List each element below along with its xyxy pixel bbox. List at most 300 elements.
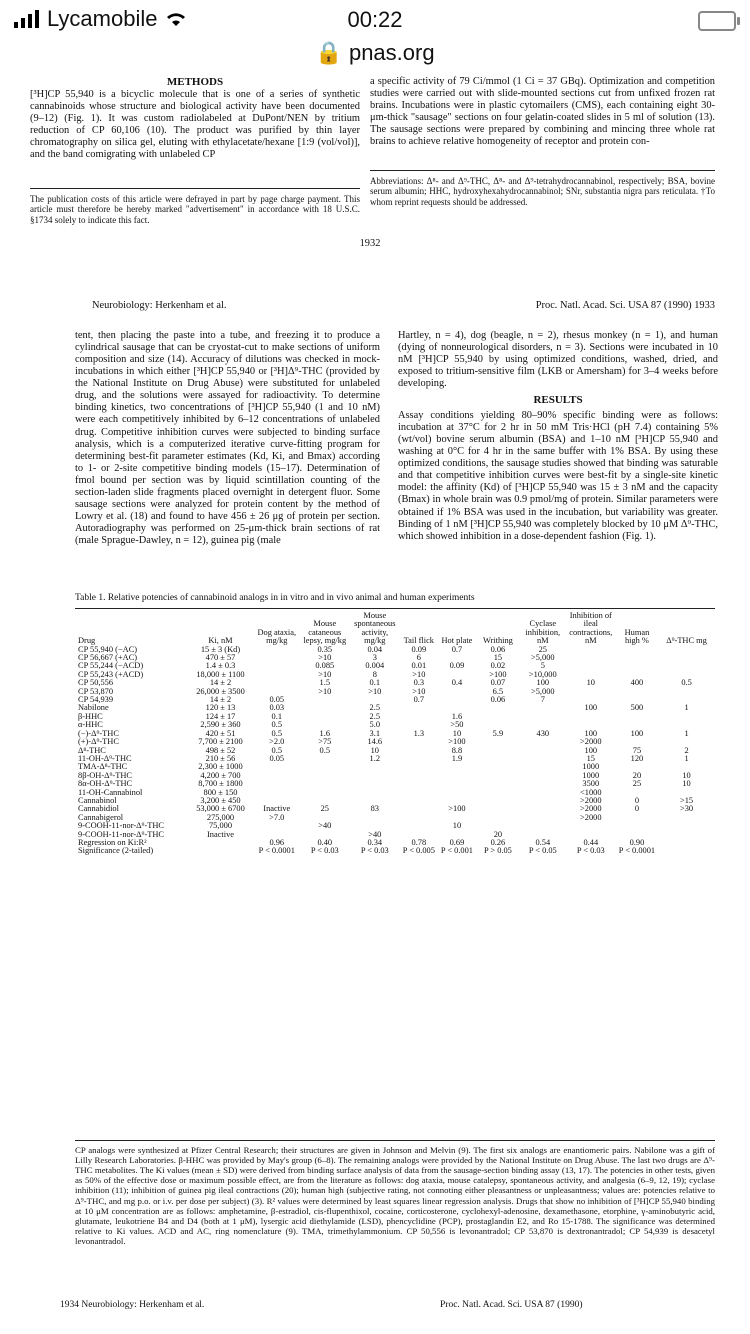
table-cell: 26,000 ± 3500 <box>196 686 245 696</box>
table-cell <box>400 789 438 797</box>
table-cell <box>350 814 400 822</box>
table-cell: 0.09 <box>449 661 465 671</box>
table-cell <box>438 789 476 797</box>
table-cell: >30 <box>679 804 694 814</box>
table-cell: 20 <box>493 829 503 839</box>
table-cell: Cannabidiol <box>78 804 119 814</box>
table-cell: 0.3 <box>413 678 425 688</box>
table-header: Δ⁹-THC mg <box>666 636 707 646</box>
table-cell <box>658 662 715 670</box>
table-cell <box>187 847 254 855</box>
table-cell: 75,000 <box>208 821 232 831</box>
table-cell <box>566 822 616 830</box>
table-cell: P < 0.03 <box>310 846 339 856</box>
table-cell: P < 0.005 <box>402 846 435 856</box>
methods-text: [³H]CP 55,940 is a bicyclic molecule that is one of a series of synthetic cannabinoids whose structure and biological activity have been documented (9–12) (Fig. 1). It was custom radiolabeled at DuPont/NEN by tritium reduction of CP 60,106 (10). The product was purified by thin layer chromatography on silica gel, eluting with ethylacetate/hexane [1:9 (vol/vol)], and the band comigrating with unlabeled CP <box>30 88 360 161</box>
table-cell <box>520 780 566 788</box>
table-cell <box>350 763 400 771</box>
table-cell: P < 0.03 <box>576 846 605 856</box>
table-cell: >100 <box>448 737 466 747</box>
table-cell <box>476 763 520 771</box>
table-cell: 75 <box>632 745 642 755</box>
table-header: Tail flick <box>403 636 434 646</box>
table-cell: 14 ± 2 <box>209 678 232 688</box>
table-row <box>75 738 715 746</box>
table-cell: 800 ± 150 <box>203 787 238 797</box>
table-cell: >2000 <box>580 804 602 814</box>
table-cell <box>300 755 350 763</box>
table-row <box>75 730 715 738</box>
table-cell <box>520 822 566 830</box>
table-cell: 470 ± 57 <box>205 653 236 663</box>
table-cell: >10 <box>368 686 382 696</box>
table-cell <box>350 772 400 780</box>
table-cell <box>400 822 438 830</box>
table-cell: >5,000 <box>531 686 555 696</box>
table-cell <box>520 755 566 763</box>
table-row <box>75 704 715 712</box>
table-cell <box>300 696 350 704</box>
table-cell <box>616 646 658 654</box>
table-cell <box>566 646 616 654</box>
page-1932 <box>0 70 750 260</box>
table-cell <box>400 763 438 771</box>
table-row <box>75 822 715 830</box>
carrier-name: Lycamobile <box>47 6 158 31</box>
table-cell: >100 <box>448 804 466 814</box>
table-cell: 8β-OH-Δ⁹-THC <box>78 770 132 780</box>
table-cell: 0.5 <box>319 745 331 755</box>
table-header: Ki, nM <box>208 636 233 646</box>
abbreviations: Abbreviations: Δ⁸- and Δ⁹-THC, Δ⁸- and Δ⁹-tetrahydrocannabinol, respectively; BSA, bovine serum albumin; HHC, hydroxyhexahydrocannabinol; SNr, substantia nigra pars reticulata. †To whom reprint requests should be addressed. <box>370 176 715 207</box>
p1933-left-text: tent, then placing the paste into a tube, and freezing it to produce a cylindrical sausage that can be cryostat-cut to make sections of uniform composition and size (14). Accuracy of dilutions was checked in mock-incubations in which either [³H]CP 55,940 or [³H]Δ⁹-THC (provided by the National Institute on Drug Abuse) were substituted for unlabeled drug, and the solutions were assayed for radioactivity. To determine binding kinetics, two concentrations of [³H]CP 55,940 (1 and 10 nM) were each competitively inhibited by 6–12 concentrations of unlabeled drug. Competitive inhibition curves were subjected to binding surface analysis, which is a computerized iterative curve-fitting program for determining best-fit parameter estimates (Kd, Ki, and Bmax) according to 1- or 2-site competitive binding models (15–17). Determination of fmol bound per section was by liquid scintillation counting of the section-laden slide fragments placed overnight in detergent fluor. Some sausage sections were analyzed for protein content by the method of Lowry et al. (18) and found to have 456 ± 26 μg of protein per section. Autoradiography was performed on 25-μm-thick brain sections of rat (male Sprague-Dawley, n = 12), guinea pig (male <box>75 330 380 547</box>
table-cell <box>400 772 438 780</box>
table-cell <box>300 763 350 771</box>
table-cell <box>616 688 658 696</box>
table-cell <box>566 654 616 662</box>
table-cell: 7 <box>540 695 545 705</box>
table-cell <box>476 713 520 721</box>
table-cell: 0.4 <box>451 678 463 688</box>
table-row <box>75 671 715 679</box>
table-cell <box>187 839 254 847</box>
table-header: Mouse cataneous lepsy, mg/kg <box>303 619 347 646</box>
table-cell: 2.5 <box>369 711 381 721</box>
results-heading: RESULTS <box>533 394 583 406</box>
p1932-right-text: a specific activity of 79 Ci/mmol (1 Ci = 37 GBq). Optimization and competition studies were carried out with slide-mounted sections cut from unfixed frozen rat brains. Incubations were in plastic cytomailers (CMS), each containing eight 30-μm-thick "sausage" sections on four gelatin-coated slides in 5 ml of solution (13). The sausage sections were prepared by combining and mincing three whole rat brains to achieve relative homogeneity of receptor and protein con- <box>370 76 715 148</box>
table-cell: 1.5 <box>319 678 331 688</box>
table-cell: P < 0.0001 <box>618 846 656 856</box>
table-cell: 5.0 <box>369 720 381 730</box>
table-cell <box>300 789 350 797</box>
table-cell <box>254 789 300 797</box>
table-cell <box>520 704 566 712</box>
table-row <box>75 679 715 687</box>
results-text: Assay conditions yielding 80–90% specific binding were as follows: incubation at 37°C for 2 hr in 50 mM Tris·HCl (pH 7.4) containing 5% (wt/vol) bovine serum albumin (BSA) and 1–10 nM [³H]CP 55,940 and washing at 0°C for 4 hr in the same buffer with 1% BSA. By using these optimized conditions, the sausage studies showed that binding was saturable and that competitive inhibition curves were best-fit by a single-site kinetic model: the affinity (Kd) of [³H]CP 55,940 was 15 ± 3 nM and the capacity (Bmax) in whole brain was 0.9 pmol/mg of protein. Similar parameters were obtained if 1% BSA was used in the incubation, but variability was greater. Binding of 1 nM [³H]CP 55,940 was completely blocked by 10 μM Δ⁹-THC, which showed inhibition in a dose-dependent fashion (Fig. 1). <box>398 410 718 542</box>
table-header: Inhibition of ileal contractions, nM <box>569 611 613 646</box>
table-header: Human high % <box>624 627 650 646</box>
table-cell: 8 <box>372 669 377 679</box>
table-cell: 430 <box>536 728 550 738</box>
table-row <box>75 654 715 662</box>
table-cell: 0.02 <box>490 661 506 671</box>
table-cell: 0.5 <box>271 728 283 738</box>
table-cell <box>476 704 520 712</box>
table-cell: α-HHC <box>78 720 103 730</box>
table-cell <box>520 772 566 780</box>
table-cell: 1.3 <box>413 728 425 738</box>
table-cell: 0.05 <box>269 695 285 705</box>
table-cell: 0.01 <box>411 661 427 671</box>
table-header: Drug <box>78 636 96 646</box>
table-cell <box>400 797 438 805</box>
table-cell: >10 <box>412 669 426 679</box>
methods-heading: METHODS <box>166 76 224 88</box>
table-cell: 0.5 <box>681 678 692 688</box>
table-cell <box>520 805 566 813</box>
table-cell: 0.004 <box>365 661 385 671</box>
table-cell: 1000 <box>582 770 600 780</box>
table-cell <box>254 662 300 670</box>
table-cell <box>476 814 520 822</box>
table-cell: 0.34 <box>367 837 383 847</box>
table-cell: 0.78 <box>411 837 427 847</box>
table-cell: 10 <box>682 779 691 789</box>
table-cell: >10 <box>318 653 332 663</box>
table-row <box>75 755 715 763</box>
table-cell <box>520 797 566 805</box>
table-row <box>75 847 715 855</box>
table-cell <box>350 780 400 788</box>
table-header: Cyclase inhibition, nM <box>525 619 561 646</box>
table-cell <box>658 713 715 721</box>
table-cell: P < 0.03 <box>360 846 389 856</box>
table-cell: >15 <box>679 795 694 805</box>
footer-right: Proc. Natl. Acad. Sci. USA 87 (1990) <box>440 1300 583 1310</box>
table-header: Mouse spontaneous activity, mg/kg <box>354 611 396 646</box>
table-cell: Δ⁸-THC <box>78 745 106 755</box>
table-row <box>75 662 715 670</box>
table-row <box>75 780 715 788</box>
table-cell: 0.05 <box>269 753 285 763</box>
table-cell <box>476 747 520 755</box>
table-cell <box>400 805 438 813</box>
table-cell <box>616 814 658 822</box>
table-cell: CP 55,243 (+ACD) <box>78 669 144 679</box>
table-row <box>75 814 715 822</box>
methods-column <box>30 76 360 161</box>
table-cell <box>254 679 300 687</box>
table-cell: 0.26 <box>490 837 506 847</box>
table-cell: 2,590 ± 360 <box>200 720 241 730</box>
table-cell: P < 0.001 <box>440 846 473 856</box>
table-cell: CP 53,870 <box>78 686 114 696</box>
table-cell: >40 <box>368 829 382 839</box>
table-cell: 8,700 ± 1800 <box>198 779 243 789</box>
table-cell <box>400 713 438 721</box>
table-cell: 15 <box>586 753 595 763</box>
table-cell <box>658 839 715 847</box>
table-cell: 0 <box>634 804 640 814</box>
table-cell: >2000 <box>580 812 602 822</box>
table-cell <box>400 780 438 788</box>
table-cell: 10 <box>370 745 379 755</box>
table-cell: 5 <box>540 661 545 671</box>
table-row <box>75 831 715 839</box>
table-cell: 0.40 <box>317 837 333 847</box>
table-header: Hot plate <box>441 636 473 646</box>
table-cell <box>254 763 300 771</box>
table-cell: 124 ± 17 <box>205 711 236 721</box>
table-cell: 2,300 ± 1000 <box>198 762 243 772</box>
table-cell <box>520 789 566 797</box>
table-cell: 1000 <box>582 762 600 772</box>
status-bar <box>0 0 750 44</box>
table-cell: 2.5 <box>369 703 381 713</box>
table-cell: Inactive <box>207 829 234 839</box>
table-cell: CP 54,939 <box>78 695 114 705</box>
table-cell: 7,700 ± 2100 <box>198 737 243 747</box>
table-cell: >5,000 <box>531 653 555 663</box>
table-cell: 14.6 <box>367 737 383 747</box>
publication-note: The publication costs of this article were defrayed in part by page charge payment. This article must therefore be hereby marked "advertisement" in accordance with 18 U.S.C. §1734 solely to indicate this fact. <box>30 194 360 225</box>
lock-icon: 🔒 <box>315 40 343 65</box>
table-cell: 11-OH-Cannabinol <box>78 787 143 797</box>
table-cell: 20 <box>632 770 642 780</box>
table-cell: >50 <box>450 720 464 730</box>
table-cell: 100 <box>536 678 550 688</box>
table-cell: (+)-Δ⁹-THC <box>78 737 119 747</box>
table-cell: 100 <box>630 728 644 738</box>
url-bar[interactable] <box>0 40 750 68</box>
table-cell: 400 <box>630 678 644 688</box>
table-header-row <box>75 612 715 646</box>
table-cell: 5.9 <box>492 728 504 738</box>
table-cell: 83 <box>370 804 379 814</box>
page-number: 1932 <box>359 238 381 249</box>
table-cell: 25 <box>538 644 547 654</box>
table-row <box>75 747 715 755</box>
table-cell: 10 <box>452 728 462 738</box>
table-cell: 9-COOH-11-nor-Δ⁹-THC <box>78 829 164 839</box>
table-cell <box>400 747 438 755</box>
table-cell: 0.44 <box>583 837 599 847</box>
table-cell: >10 <box>318 686 332 696</box>
table-cell <box>520 713 566 721</box>
table-cell: 100 <box>584 745 598 755</box>
table-cell <box>520 814 566 822</box>
table-cell <box>254 822 300 830</box>
table-cell: 15 <box>493 653 503 663</box>
potency-table <box>75 612 715 856</box>
table-cell: 100 <box>584 703 598 713</box>
table-cell: P < 0.05 <box>528 846 557 856</box>
table-cell <box>300 704 350 712</box>
table-cell: 0.7 <box>413 695 425 705</box>
table-cell <box>658 847 715 855</box>
p1933-right-text: Hartley, n = 4), dog (beagle, n = 2), rhesus monkey (n = 1), and human (dying of nonneurological disorders, n = 3). Sections were incubated in 10 nM [³H]CP 55,940 by using optimized conditions, washed, dried, and exposed to tritium-sensitive film (LKB or Amersham) for 3–4 weeks before developing. <box>398 330 718 390</box>
running-header-left: Neurobiology: Herkenham et al. <box>92 300 227 311</box>
table-cell: >100 <box>489 669 507 679</box>
table-cell <box>476 789 520 797</box>
table-cell: 0.1 <box>271 711 283 721</box>
table-cell <box>658 646 715 654</box>
table-cell: CP 55,244 (−ACD) <box>78 661 144 671</box>
table-cell <box>476 738 520 746</box>
table-cell: 100 <box>584 728 598 738</box>
table-cell: 0.09 <box>411 644 427 654</box>
table-cell: 10 <box>452 821 462 831</box>
table-cell: 25 <box>320 804 329 814</box>
footer-left: 1934 Neurobiology: Herkenham et al. <box>60 1300 205 1310</box>
table-cell <box>300 772 350 780</box>
table-cell <box>476 805 520 813</box>
table-title: Table 1. Relative potencies of cannabinoid analogs in in vitro and in vivo animal and human experiments <box>75 593 475 603</box>
table-cell <box>438 763 476 771</box>
table-cell: Significance (2-tailed) <box>78 846 154 856</box>
table-cell: 210 ± 56 <box>205 753 236 763</box>
table-cell <box>520 738 566 746</box>
table-cell: 120 <box>630 753 644 763</box>
table-cell: <1000 <box>580 787 602 797</box>
table-cell <box>566 713 616 721</box>
table-cell: 0.54 <box>535 837 551 847</box>
table-cell: 6 <box>416 653 421 663</box>
table-cell <box>616 662 658 670</box>
table-cell <box>254 671 300 679</box>
table-cell: 3.1 <box>369 728 381 738</box>
table-cell <box>438 780 476 788</box>
battery-icon <box>698 11 736 31</box>
table-cell: 0.1 <box>369 678 381 688</box>
table-cell: 120 ± 13 <box>205 703 236 713</box>
table-row <box>75 646 715 654</box>
running-header-right: Proc. Natl. Acad. Sci. USA 87 (1990) 1933 <box>535 300 715 311</box>
table-cell: 0.5 <box>271 745 283 755</box>
table-cell: 8α-OH-Δ⁹-THC <box>78 779 133 789</box>
table-row <box>75 721 715 729</box>
table-cell: 0.35 <box>317 644 333 654</box>
table-cell: 0.7 <box>451 644 463 654</box>
table-cell <box>658 831 715 839</box>
table-row <box>75 688 715 696</box>
table-cell <box>300 780 350 788</box>
table-cell: 0 <box>634 795 640 805</box>
table-cell: 2 <box>684 745 689 755</box>
table-cell: CP 55,940 (−AC) <box>78 644 138 654</box>
table-cell: 1 <box>684 728 689 738</box>
table-cell: 4,200 ± 700 <box>200 770 241 780</box>
table-cell: 0.04 <box>367 644 383 654</box>
table-cell: 0.96 <box>269 837 285 847</box>
table-cell: (−)-Δ⁹-THC <box>78 728 119 738</box>
table-cell: 14 ± 2 <box>209 695 232 705</box>
table-cell: 3,200 ± 450 <box>200 795 241 805</box>
table-cell: 25 <box>632 779 642 789</box>
table-cell: P > 0.05 <box>483 846 512 856</box>
table-cell <box>658 654 715 662</box>
table-cell: Nabilone <box>78 703 109 713</box>
table-cell <box>254 780 300 788</box>
table-cell: 0.06 <box>490 695 506 705</box>
table-cell <box>658 688 715 696</box>
table-cell <box>438 688 476 696</box>
table-cell <box>476 755 520 763</box>
table-cell <box>300 713 350 721</box>
table-cell: 10 <box>586 678 595 688</box>
table-cell: 0.06 <box>490 644 506 654</box>
table-header: Dog ataxia, mg/kg <box>257 627 297 646</box>
table-cell <box>476 780 520 788</box>
table-cell: 1 <box>684 703 689 713</box>
table-cell <box>400 755 438 763</box>
table-cell <box>476 797 520 805</box>
table-cell: >7.0 <box>269 812 285 822</box>
table-cell: 9-COOH-11-nor-Δ⁹-THC <box>78 821 164 831</box>
table-cell: 500 <box>630 703 644 713</box>
table-row <box>75 713 715 721</box>
table-row <box>75 763 715 771</box>
table-cell <box>254 646 300 654</box>
table-cell <box>254 772 300 780</box>
table-cell <box>520 763 566 771</box>
table-row <box>75 772 715 780</box>
table-cell: 498 ± 52 <box>205 745 236 755</box>
table-cell: 1.4 ± 0.3 <box>205 661 236 671</box>
table-cell: CP 56,667 (+AC) <box>78 653 138 663</box>
table-cell: β-HHC <box>78 711 103 721</box>
table-cell: >2000 <box>580 737 602 747</box>
table-header: Writhing <box>482 636 513 646</box>
table-cell: 18,000 ± 1100 <box>196 669 245 679</box>
table-cell: 8.8 <box>451 745 463 755</box>
table-cell: TMA-Δ⁸-THC <box>78 762 128 772</box>
table-cell: 53,000 ± 6700 <box>196 804 245 814</box>
table-cell: 0.69 <box>449 837 465 847</box>
table-cell <box>616 822 658 830</box>
table-cell: 3 <box>372 653 377 663</box>
page-1933 <box>0 290 750 1334</box>
table-cell <box>566 662 616 670</box>
table-footnote: CP analogs were synthesized at Pfizer Central Research; their structures are given in Johnson and Melvin (9). The first six analogs are enantiomeric pairs. Nabilone was a gift of Lilly Research Laboratories. β-HHC was provided by May's group (6–8). The remaining analogs were provided by the National Institute on Drug Abuse. The last two drugs are Δ⁹-THC metabolites. The Ki values (mean ± SD) were derived from binding surface analysis of data from the sausage-section binding assay (13, 17). The potencies in other tests, given as 50% of the effective dose or maximum possible effect, are from the literature as follows: dog ataxia, mouse catalepsy, spontaneous activity, and analgesia (6–9, 12, 19); cyclase inhibition (11); inhibition of guinea pig ileal contractions (20); human high (subjective rating, not connoting either pleasantness or unpleasantness; values are: potencies relative to Δ⁹-THC, and mg p.o. or i.v. per dose per subject) (3). R² values were determined by least squares linear regression analysis. Drugs that show no inhibition of [³H]CP 55,940 binding at 10 μM concentration are as follows: amphetamine, β-estradiol, cis-flupenthixol, cocaine, corticosterone, cyclohexyl-adenosine, dexamethasone, etorphine, γ-aminobutyric acid, glutamate, leukotriene B4 and D4 (both at 1 μM), lysergic acid diethylamide (LSD), phencyclidine (PCP), prostaglandin E2, and Ro 15-1788. The significance was determined relative to Ki values. ACD and AC, ring nomenclature (9). TMA, trimethylammonium. CP 50,556 is levonantradol; CP 53,870 is dextronantradol; CP 54,939 is desacetyl levonantradol. <box>75 1145 715 1246</box>
table-cell: >10,000 <box>528 669 557 679</box>
table-row <box>75 805 715 813</box>
table-cell: 1 <box>684 753 689 763</box>
table-cell: 1.9 <box>451 753 463 763</box>
table-row <box>75 696 715 704</box>
table-cell <box>438 696 476 704</box>
table-cell: >10 <box>318 669 332 679</box>
table-cell: Inactive <box>263 804 291 814</box>
table-cell: 6.5 <box>492 686 504 696</box>
table-cell: 1.6 <box>319 728 331 738</box>
table-cell: 0.90 <box>629 837 645 847</box>
table-cell: >75 <box>318 737 332 747</box>
table-cell: >10 <box>412 686 426 696</box>
table-cell <box>616 654 658 662</box>
table-cell: 0.07 <box>490 678 506 688</box>
table-cell <box>254 654 300 662</box>
table-cell <box>438 772 476 780</box>
table-cell: >2000 <box>580 795 602 805</box>
table-cell: Cannabigerol <box>78 812 124 822</box>
table-cell: >40 <box>318 821 332 831</box>
table-cell: Regression on Ki:R² <box>78 837 147 847</box>
table-cell: 10 <box>682 770 691 780</box>
table-cell: 3500 <box>582 779 600 789</box>
table-row <box>75 797 715 805</box>
table-cell <box>566 688 616 696</box>
